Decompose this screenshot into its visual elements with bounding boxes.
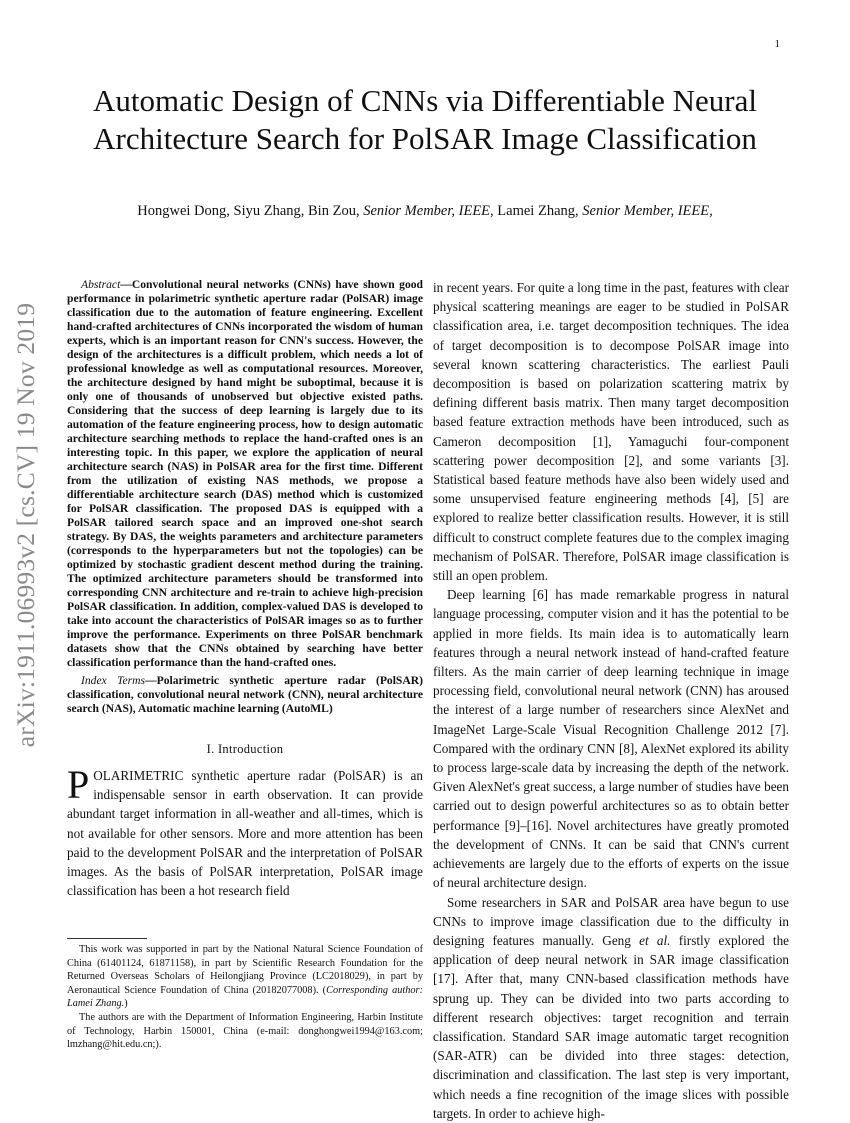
- footnote-funding: [67, 943, 423, 1011]
- intro-text: synthetic aperture radar (PolSAR) is an indispensable sensor in earth observation. It can provide abundant target information in all-weather and all-times, which is not available for other sensors. More and more attention has been paid to the development PolSAR and the interpretation of PolSAR images. As the basis of PolSAR interpretation, PolSAR image classification has been a hot research field: [67, 768, 423, 899]
- intro-paragraph-1: [67, 762, 423, 900]
- para3-text-a: Some researchers in SAR and PolSAR area have begun to use CNNs to improve image classification due to the difficulty in designing features manually. Geng: [433, 894, 789, 948]
- index-terms-label: Index Terms: [81, 674, 146, 687]
- right-paragraph-2: Deep learning [6] has made remarkable progress in natural language processing, computer vision and it has the potential to be applied in more fields. Its main idea is to automatically learn features through a neural network instead of hand-crafted feature filters. As the main carrier of deep learning technique in image processing field, convolutional neural network (CNN) has aroused the interest of a large number of researchers since AlexNet and ImageNet Large-Scale Visual Recognition Challenge 2012 [7]. Compared with the ordinary CNN [8], AlexNet explored its ability to process large-scale data by increasing the depth of the network. Given AlexNet's great success, a large number of studies have been carried out to design powerful architectures so as to obtain better performance [9]–[16]. Novel architectures have greatly promoted the development of CNNs. It can be said that CNN's current achievements are largely due to the efforts of experts on the issue of neural architecture design.: [433, 587, 789, 891]
- para3-text-b: firstly explored the application of deep neural network in SAR image classification [17]. After that, many CNN-based classification methods have sprung up. They can be divided into two parts according to different research objectives: target recognition and terrain classification. Standard SAR image automatic target recognition (SAR-ATR) can be divided into three stages: detection, discrimination and classification. The last step is very important, which needs a fine recognition of the image slices with possible targets. In order to achieve high-: [433, 932, 790, 1121]
- page-number: 1: [774, 38, 780, 50]
- intro-lead-word: OLARIMETRIC: [93, 768, 184, 783]
- author-names-2: , Lamei Zhang,: [490, 203, 583, 219]
- paper-title: Automatic Design of CNNs via Differentiable Neural Architecture Search for PolSAR Image Classification: [92, 83, 758, 156]
- footnote-affiliation: The authors are with the Department of Information Engineering, Harbin Institute of Technology, Harbin 150001, China (e-mail: donghongwei1994@163.com; lmzhang@hit.edu.cn;).: [67, 1011, 423, 1051]
- author-role-1: Senior Member, IEEE: [363, 203, 491, 219]
- arxiv-side-identifier: [6, 290, 46, 760]
- right-paragraph-1: in recent years. For quite a long time in the past, features with clear physical scattering meanings are eager to be studied in PolSAR classification area, i.e. target decomposition techniques. The idea of target decomposition is to decompose PolSAR image into several known scattering characteristics. The earliest Pauli decomposition is based on polarization scattering matrix by defining different basis matrix. Then many target decomposition based feature extraction methods have been introduced, such as Cameron decomposition [1], Yamaguchi four-component scattering power decomposition [2], and some variants [3]. Statistical based feature methods have also been widely used and some unsupervised feature engineering methods [4], [5] are explored to realize better classification results. However, it is still difficult to construct complete features due to the complex imaging mechanism of PolSAR. Therefore, PolSAR image classification is still an open problem.: [433, 280, 789, 584]
- author-role-2: Senior Member, IEEE,: [582, 203, 713, 219]
- right-paragraph-3: [433, 893, 789, 1123]
- abstract-label: Abstract: [81, 278, 121, 291]
- abstract-text: —Convolutional neural networks (CNNs) have shown good performance in polarimetric synthetic aperture radar (PolSAR) image classification due to the automation of feature engineering. Excellent hand-crafted architectures of CNNs incorporated the wisdom of human experts, which is an important reason for CNN's success. However, the design of the architectures is a difficult problem, which needs a lot of professional knowledge as well as computational resources. Moreover, the architecture designed by hand might be suboptimal, because it is only one of thousands of unobserved but objective existed paths. Considering that the success of deep learning is largely due to its automation of the feature engineering process, how to design automatic architecture searching methods to replace the hand-crafted ones is an interesting topic. In this paper, we explore the application of neural architecture search (NAS) in PolSAR area for the first time. Different from the utilization of existing NAS methods, we propose a differentiable architecture search (DAS) method which is customized for PolSAR classification. The proposed DAS is equipped with a PolSAR tailored search space and an improved one-shot search strategy. By DAS, the weights parameters and architecture parameters (corresponds to the hyperparameters but not the topologies) can be optimized by stochastic gradient descent method during the training. The optimized architecture parameters should be transformed into corresponding CNN architecture and re-train to achieve high-precision PolSAR classification. In addition, complex-valued DAS is developed to take into account the characteristics of PolSAR images so as to further improve the performance. Experiments on three PolSAR benchmark datasets show that the CNNs obtained by searching have better classification performance than the hand-crafted ones.: [67, 278, 423, 669]
- footnote-divider: [67, 938, 147, 939]
- drop-cap: P: [67, 762, 90, 807]
- index-terms-text: —Polarimetric synthetic aperture radar (PolSAR) classification, convolutional neural network (CNN), neural architecture search (NAS), Automatic machine learning (AutoML): [67, 674, 423, 715]
- section-heading-introduction: I. Introduction: [206, 742, 284, 756]
- footnote-funding-text: This work was supported in part by the National Natural Science Foundation of China (61401124, 61871158), in part by Scientific Research Foundation for the Returned Overseas Scholars of Heilongjiang Province (LC2018029), in part by Aeronautical Science Foundation of China (20182077008). (: [67, 944, 423, 996]
- footnote-corresponding: Corresponding author: Lamei Zhang.: [67, 984, 423, 1010]
- para3-etal: et al.: [639, 932, 671, 948]
- index-terms: [67, 674, 423, 716]
- footnote-block: [67, 938, 423, 1052]
- footnote-funding-close: ): [124, 998, 128, 1010]
- author-names-1: Hongwei Dong, Siyu Zhang, Bin Zou,: [137, 203, 364, 219]
- arxiv-identifier-text: arXiv:1911.06993v2 [cs.CV] 19 Nov 2019: [11, 302, 40, 748]
- right-column: [433, 278, 789, 1123]
- author-line: [80, 203, 770, 220]
- abstract: [67, 278, 423, 670]
- left-column: [67, 278, 423, 900]
